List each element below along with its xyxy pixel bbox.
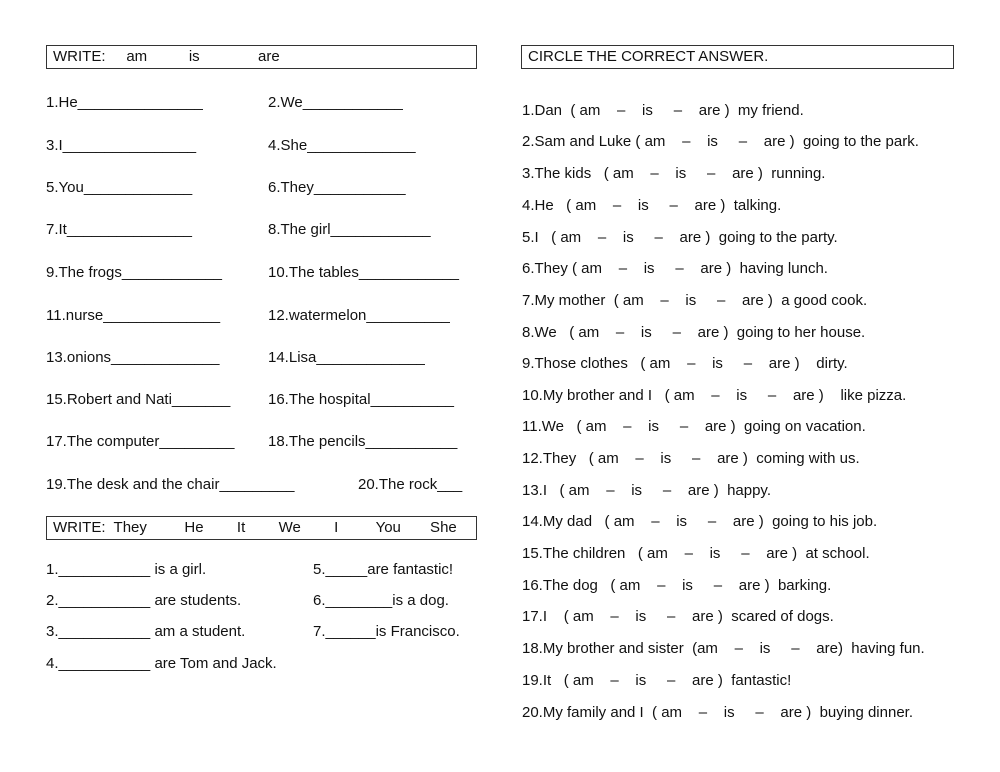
verb-item-17: 17.The computer_________ (46, 433, 235, 450)
pronoun-item-6: 6.________is a dog. (313, 592, 449, 609)
verb-item-5: 5.You_____________ (46, 179, 193, 196)
write-verbs-header: WRITE: am is are (46, 45, 477, 69)
circle-item-6: 6.They ( am – is – are ) having lunch. (522, 260, 828, 277)
verb-item-20: 20.The rock___ (358, 476, 463, 493)
pronoun-item-3: 3.___________ am a student. (46, 623, 246, 640)
verb-item-3: 3.I________________ (46, 137, 197, 154)
verb-item-10: 10.The tables____________ (268, 264, 460, 281)
circle-item-3: 3.The kids ( am – is – are ) running. (522, 165, 826, 182)
verb-item-18: 18.The pencils___________ (268, 433, 458, 450)
circle-item-20: 20.My family and I ( am – is – are ) buying dinner. (522, 704, 913, 721)
circle-item-11: 11.We ( am – is – are ) going on vacation. (522, 418, 866, 435)
verb-item-16: 16.The hospital__________ (268, 391, 454, 408)
verb-item-7: 7.It_______________ (46, 221, 192, 238)
verb-item-1: 1.He_______________ (46, 94, 203, 111)
verb-item-11: 11.nurse______________ (46, 307, 221, 324)
verb-item-13: 13.onions_____________ (46, 349, 220, 366)
pronoun-item-2: 2.___________ are students. (46, 592, 242, 609)
pronoun-item-1: 1.___________ is a girl. (46, 561, 207, 578)
verb-item-19: 19.The desk and the chair_________ (46, 476, 295, 493)
verb-item-2: 2.We____________ (268, 94, 403, 111)
verb-item-14: 14.Lisa_____________ (268, 349, 425, 366)
circle-header: CIRCLE THE CORRECT ANSWER. (521, 45, 954, 69)
verb-item-9: 9.The frogs____________ (46, 264, 222, 281)
circle-item-18: 18.My brother and sister (am – is – are) having fun. (522, 640, 925, 657)
circle-item-14: 14.My dad ( am – is – are ) going to his job. (522, 513, 878, 530)
circle-item-19: 19.It ( am – is – are ) fantastic! (522, 672, 792, 689)
circle-item-8: 8.We ( am – is – are ) going to her house. (522, 324, 866, 341)
circle-item-7: 7.My mother ( am – is – are ) a good cook. (522, 292, 868, 309)
circle-item-1: 1.Dan ( am – is – are ) my friend. (522, 102, 804, 119)
verb-item-15: 15.Robert and Nati_______ (46, 391, 231, 408)
pronoun-item-4: 4.___________ are Tom and Jack. (46, 655, 277, 672)
circle-item-13: 13.I ( am – is – are ) happy. (522, 482, 771, 499)
verb-item-4: 4.She_____________ (268, 137, 416, 154)
circle-item-5: 5.I ( am – is – are ) going to the party. (522, 229, 838, 246)
circle-item-10: 10.My brother and I ( am – is – are ) like pizza. (522, 387, 907, 404)
circle-item-12: 12.They ( am – is – are ) coming with us. (522, 450, 860, 467)
write-pronouns-header: WRITE: They He It We I You She (46, 516, 477, 540)
circle-item-2: 2.Sam and Luke ( am – is – are ) going to the park. (522, 133, 919, 150)
circle-item-15: 15.The children ( am – is – are ) at school. (522, 545, 870, 562)
circle-item-17: 17.I ( am – is – are ) scared of dogs. (522, 608, 834, 625)
circle-item-16: 16.The dog ( am – is – are ) barking. (522, 577, 832, 594)
pronoun-item-7: 7.______is Francisco. (313, 623, 460, 640)
pronoun-item-5: 5._____are fantastic! (313, 561, 454, 578)
verb-item-12: 12.watermelon__________ (268, 307, 450, 324)
verb-item-6: 6.They___________ (268, 179, 406, 196)
circle-item-9: 9.Those clothes ( am – is – are ) dirty. (522, 355, 848, 372)
verb-item-8: 8.The girl____________ (268, 221, 431, 238)
circle-item-4: 4.He ( am – is – are ) talking. (522, 197, 782, 214)
